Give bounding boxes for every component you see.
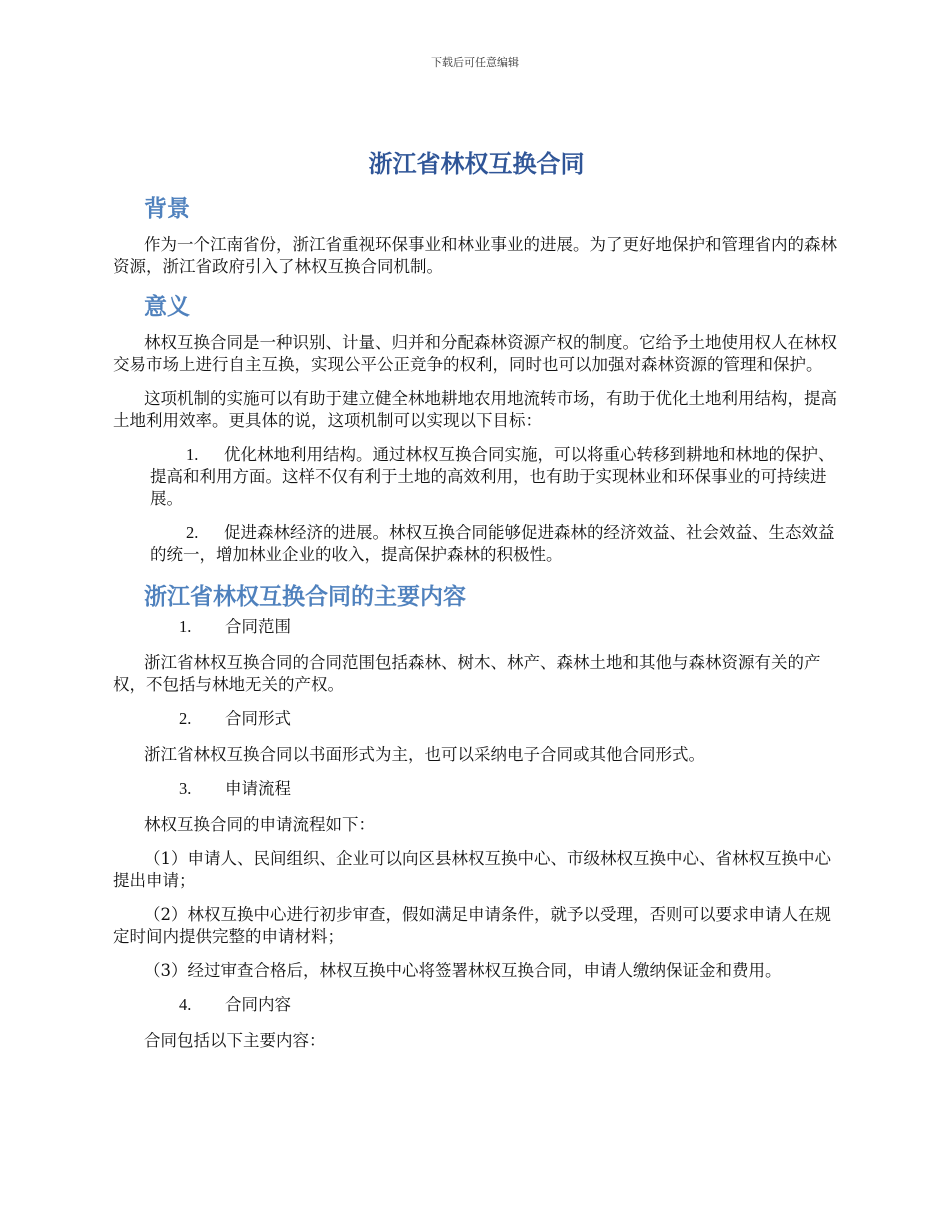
paragraph: 林权互换合同是一种识别、计量、归并和分配森林资源产权的制度。它给予土地使用权人在林权交易市场上进行自主互换，实现公平公正竞争的权利，同时也可以加强对森林资源的管理和保护。 — [113, 333, 837, 374]
list-number: 4. — [179, 995, 192, 1014]
paragraph: 合同包括以下主要内容： — [144, 1031, 326, 1050]
paragraph: 浙江省林权互换合同的合同范围包括森林、树木、林产、森林土地和其他与森林资源有关的产权，不包括与林地无关的产权。 — [113, 653, 821, 694]
section-heading-meaning: 意义 — [144, 294, 190, 320]
paragraph: （1）申请人、民间组织、企业可以向区县林权互换中心、市级林权互换中心、省林权互换中心提出申请； — [113, 849, 831, 890]
goal-text: 促进森林经济的进展。林权互换合同能够促进森林的经济效益、社会效益、生态效益的统一，增加林业企业的收入，提高保护森林的积极性。 — [150, 523, 835, 564]
sub-heading — [113, 616, 840, 638]
paragraph: 林权互换合同的申请流程如下： — [144, 815, 375, 834]
list-number: 2. — [186, 523, 199, 542]
sub-heading-text: 合同形式 — [225, 709, 291, 728]
sub-heading-text: 合同范围 — [225, 617, 291, 636]
paragraph: 这项机制的实施可以有助于建立健全林地耕地农用地流转市场，有助于优化土地利用结构，提高土地利用效率。更具体的说，这项机制可以实现以下目标： — [113, 389, 837, 430]
paragraph: 浙江省林权互换合同以书面形式为主，也可以采纳电子合同或其他合同形式。 — [144, 745, 705, 764]
sub-heading-text: 合同内容 — [225, 995, 291, 1014]
sub-heading — [113, 708, 840, 730]
section-heading-background: 背景 — [144, 196, 190, 222]
sub-heading — [113, 994, 840, 1016]
section-heading-main-content: 浙江省林权互换合同的主要内容 — [144, 584, 466, 610]
header-note: 下载后可任意编辑 — [431, 56, 519, 69]
goal-item — [113, 444, 840, 510]
document-body — [113, 146, 840, 1064]
paragraph: （3）经过审查合格后，林权互换中心将签署林权互换合同，申请人缴纳保证金和费用。 — [144, 961, 782, 980]
list-number: 1. — [186, 445, 199, 464]
goal-item — [113, 522, 840, 566]
document-title: 浙江省林权互换合同 — [368, 150, 585, 178]
sub-heading-text: 申请流程 — [225, 779, 291, 798]
paragraph: 作为一个江南省份，浙江省重视环保事业和林业事业的进展。为了更好地保护和管理省内的森林资源，浙江省政府引入了林权互换合同机制。 — [113, 235, 837, 276]
list-number: 1. — [179, 617, 192, 636]
sub-heading — [113, 778, 840, 800]
list-number: 2. — [179, 709, 192, 728]
list-number: 3. — [179, 779, 192, 798]
paragraph: （2）林权互换中心进行初步审查，假如满足申请条件，就予以受理，否则可以要求申请人在规定时间内提供完整的申请材料； — [113, 905, 831, 946]
goal-text: 优化林地利用结构。通过林权互换合同实施，可以将重心转移到耕地和林地的保护、提高和利用方面。这样不仅有利于土地的高效利用，也有助于实现林业和环保事业的可持续进展。 — [150, 445, 835, 508]
